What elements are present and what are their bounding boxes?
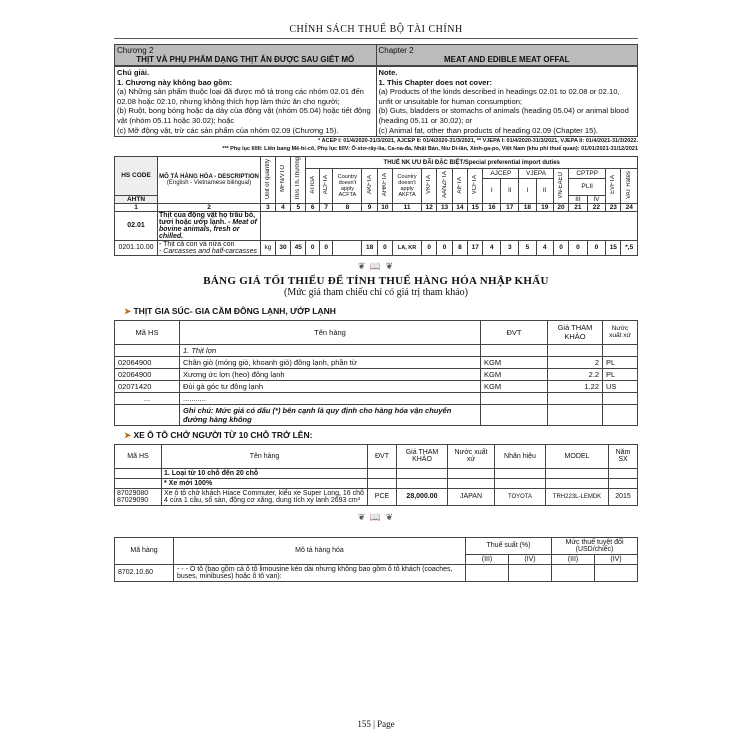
col-number: 11	[393, 203, 422, 211]
rate-col-iv: (IV)	[509, 554, 552, 564]
tariff-cell: LA, KR	[393, 240, 422, 255]
vjepa-ii-header: II	[542, 187, 547, 195]
note-line: (c) Animal fat, other than products of heading 02.09 (Chapter 15).	[378, 125, 599, 135]
item-desc-vi: - Thịt cả con và nửa con	[159, 240, 235, 248]
price-col-unit: ĐVT	[481, 320, 548, 344]
evfta-header: EVFTA	[610, 175, 617, 195]
tariff-cell: 4	[483, 240, 501, 255]
car-col-model: MODEL	[546, 444, 609, 468]
section-cars	[124, 430, 638, 441]
arrow-icon: ➤	[124, 429, 134, 440]
footnote-1: * ACEP I: 01/4/2020-31/3/2021, AJCEP II: 01/4/2020-31/3/2021, ** VJEPA I: 01/4/2020-31/3/2021, VJEPA II: 01/4/2021-31/3/2022.	[318, 138, 638, 145]
ornament-divider: ❦ 📖 ❦	[357, 511, 395, 522]
col-number: 20	[553, 203, 568, 211]
table-row	[115, 356, 638, 368]
tariff-row-heading	[115, 211, 638, 240]
aifta-header: AIFTA	[456, 176, 463, 194]
hs-code-cell: 02071420	[115, 380, 180, 392]
rate-col-desc: Mô tả hàng hóa	[174, 537, 466, 564]
price-cell: 1.22	[548, 380, 603, 392]
vi-notes	[115, 67, 377, 137]
description-subheader: (English - Vietnamese bilingual)	[166, 179, 252, 186]
tariff-rate-table	[114, 537, 638, 582]
rate-code-cell: 8702.10.60	[115, 564, 174, 581]
origin-cell: US	[603, 380, 638, 392]
tariff-cell: 0	[377, 240, 392, 255]
footnote-2: *** Phụ lục II/III: Liên bang Mê-hi-cô, Phụ lục II/IV: Ô-xtơ-rây-lia, Ca-na-đa, Nhật Bản, Niu Di-lân, Xinh-ga-po, Việt Nam (khu phi thuế quan): 01/01/2021-31/12/2021	[222, 146, 638, 153]
tariff-cell: 3	[501, 240, 519, 255]
car-origin-cell: JAPAN	[448, 488, 495, 505]
car-model-cell: TRH223L-LEMDK	[546, 488, 609, 505]
car-subgroup-label: * Xe mới 100%	[162, 478, 368, 488]
tariff-cell: 0	[553, 240, 568, 255]
heading-desc-vi: Thịt của động vật họ trâu bò, tươi hoặc ướp lạnh.	[159, 211, 256, 226]
cptpp-iv-header: IV	[593, 195, 600, 203]
col-number: 8	[333, 203, 362, 211]
car-col-unit: ĐVT	[368, 444, 397, 468]
note-line: 1. This Chapter does not cover:	[378, 77, 493, 87]
col-number: 23	[606, 203, 621, 211]
aanzfta-header: AANZFTA	[441, 171, 448, 199]
table-row	[115, 488, 638, 505]
vjepa-header: VJEPA	[526, 170, 547, 178]
hs-item-code: 0201.10.00	[115, 240, 158, 255]
vn-eaeu-header: VN-EAEU	[558, 171, 565, 199]
col-number: 19	[536, 203, 553, 211]
ellipsis-row	[115, 392, 638, 404]
heading-desc-en: - Meat of bovine animals, fresh or chilled.	[159, 218, 257, 240]
price-col-name: Tên hàng	[180, 320, 481, 344]
price-table-subtitle: (Mức giá tham chiếu chỉ có giá trị tham khảo)	[284, 286, 468, 298]
en-notes	[376, 67, 638, 137]
tariff-row-item	[115, 240, 638, 255]
abs-col-iv: (IV)	[595, 554, 638, 564]
cptpp-header: CPTPP	[576, 170, 598, 178]
col-number: 6	[306, 203, 319, 211]
col-number: 2	[158, 203, 261, 211]
ellipsis-cell: ...	[115, 392, 180, 404]
normal-rate-header: Th/s Th.Thường	[295, 157, 302, 201]
chapter-en-title: MEAT AND EDIBLE MEAT OFFAL	[443, 55, 570, 64]
col-number: 21	[569, 203, 587, 211]
car-price-table	[114, 444, 638, 506]
col-number: 5	[291, 203, 306, 211]
tariff-cell: 45	[291, 240, 306, 255]
rate-desc-cell: - - - Ô tô (bao gồm cả ô tô limousine kéo dài nhưng không bao gồm ô tô khách (coaches, buses, minibuses) hoặc ô tô van):	[174, 564, 466, 581]
note-line: (c) Mỡ động vật, trừ các sản phẩm của nhóm 02.09 (Chương 15).	[117, 125, 339, 135]
tariff-cell: *,5	[621, 240, 638, 255]
price-cell: 2	[548, 356, 603, 368]
hs-code-cell: 02064900	[115, 368, 180, 380]
note-line: (b) Ruột, bong bóng hoặc dạ dày của động vật (nhóm 05.04) hoặc tiết động vật (nhóm 05.11 hoặc 30.02); hoặc	[117, 106, 371, 125]
col-number: 4	[275, 203, 290, 211]
price-table	[114, 320, 638, 426]
tariff-cell: 0	[437, 240, 452, 255]
chapter-vi-title: THỊT VÀ PHỤ PHẨM DẠNG THỊT ĂN ĐƯỢC SAU GIẾT MỔ	[136, 55, 355, 64]
chapter-en-number: Chapter 2	[378, 46, 414, 55]
note-line: (a) Những sản phẩm thuộc loại đã được mô tả trong các nhóm 02.01 đến 02.08 hoặc 02.10, nhưng không thích hợp làm thức ăn cho người;	[117, 87, 364, 106]
unit-cell: KGM	[481, 356, 548, 368]
ornament-divider: ❦ 📖 ❦	[357, 260, 395, 271]
car-group-label: 1. Loại từ 10 chỗ đến 20 chỗ	[162, 468, 368, 478]
rate-col-code: Mã hàng	[115, 537, 174, 564]
col-number: 12	[422, 203, 437, 211]
col-number: 17	[501, 203, 519, 211]
hs-code-header: HS CODE	[121, 172, 151, 180]
chapter-table	[114, 44, 638, 66]
abs-col-iii: (III)	[552, 554, 595, 564]
mfn-header: MFN/VTO	[279, 165, 286, 193]
country-acfta-header: Country doesn't apply ACFTA	[337, 173, 358, 198]
ahtn-header: AHTN	[126, 195, 146, 203]
col-number: 10	[377, 203, 392, 211]
col-number: 24	[621, 203, 638, 211]
car-col-year: Năm SX	[609, 444, 638, 468]
origin-cell: PL	[603, 368, 638, 380]
tariff-table	[114, 156, 638, 256]
cptpp-iii-header: III	[575, 195, 581, 203]
plii-header: PLII	[581, 183, 593, 191]
page-number: 155 | Page	[357, 719, 395, 729]
car-unit-cell: PCE	[368, 488, 397, 505]
tariff-cell: 0	[422, 240, 437, 255]
notes-table	[114, 66, 638, 137]
section-livestock	[124, 306, 638, 317]
col-number: 13	[437, 203, 452, 211]
price-col-origin: Nước xuất xứ	[603, 320, 638, 344]
rate-col-iii: (III)	[466, 554, 509, 564]
col-number: 1	[115, 203, 158, 211]
note-line: 1. Chương này không bao gồm:	[117, 77, 233, 87]
rate-col-rate: Thuế suất (%)	[466, 537, 552, 554]
table-row	[115, 564, 638, 581]
ajcep-header: AJCEP	[490, 170, 512, 178]
tariff-cell: 0	[306, 240, 319, 255]
col-number: 15	[468, 203, 483, 211]
price-table-title: BẢNG GIÁ TỐI THIỂU ĐỂ TÍNH THUẾ HÀNG HÓA NHẬP KHẨU	[203, 274, 549, 287]
section-livestock-title: THỊT GIA SÚC- GIA CẦM ĐÔNG LẠNH, ƯỚP LẠNH	[133, 305, 336, 316]
product-name-cell: Chân giò (móng giò, khoanh giò) đông lạnh, phần từ	[180, 356, 481, 368]
acfta-header: ACFTA	[323, 175, 330, 195]
country-akfta-header: Country doesn't apply AKFTA	[397, 173, 417, 198]
tariff-cell: 0	[587, 240, 605, 255]
car-col-origin: Nước xuất xứ	[448, 444, 495, 468]
akfta-header: AKFTA	[366, 175, 373, 195]
price-col-price: Giá THAM KHẢO	[548, 320, 603, 344]
hs-code-cell: 02064900	[115, 356, 180, 368]
hs-heading-code: 02.01	[115, 211, 158, 240]
tariff-cell: 0	[569, 240, 587, 255]
car-price-cell: 28,000.00	[397, 488, 448, 505]
car-col-code: Mã HS	[115, 444, 162, 468]
car-name-cell: Xe ô tô chở khách Hiace Commuter, kiểu xe Super Long, 16 chỗ 4 cửa 1 cầu, số sàn, động cơ xăng, dung tích xy lanh 2693 cm³	[162, 488, 368, 505]
running-header: CHÍNH SÁCH THUẾ BỘ TÀI CHÍNH	[114, 24, 638, 39]
ahkfta-header: AHKFTA	[381, 173, 388, 197]
tariff-cell: 18	[362, 240, 377, 255]
table-row	[115, 380, 638, 392]
unit-cell: KGM	[481, 380, 548, 392]
rate-col-absolute: Mức thuế tuyệt đối (USD/chiếc)	[552, 537, 638, 554]
unit-cell: KGM	[481, 368, 548, 380]
car-year-cell: 2015	[609, 488, 638, 505]
vkfta-header: VKFTA	[426, 175, 433, 195]
tariff-cell: 30	[275, 240, 290, 255]
ajcep-ii-header: II	[507, 187, 512, 195]
tariff-cell: 8	[452, 240, 467, 255]
col-number: 18	[519, 203, 536, 211]
car-brand-cell: TOYOTA	[495, 488, 546, 505]
car-hs-code: 87029080	[117, 489, 149, 497]
document-page	[114, 0, 638, 750]
table-row	[115, 368, 638, 380]
note-row	[115, 404, 638, 425]
col-number: 16	[483, 203, 501, 211]
col-number: 9	[362, 203, 377, 211]
car-col-name: Tên hàng	[162, 444, 368, 468]
description-header: MÔ TẢ HÀNG HÓA - DESCRIPTION	[159, 173, 259, 180]
column-number-row	[115, 203, 638, 211]
col-number: 14	[452, 203, 467, 211]
car-hs-code: 87029090	[117, 496, 149, 504]
tariff-cell: 5	[519, 240, 536, 255]
note-heading: Chú giải.	[117, 68, 150, 77]
price-note: Ghi chú: Mức giá có dấu (*) bên cạnh là quy định cho hàng hóa vận chuyển đường hàng không	[180, 404, 481, 425]
vat-header: VAT Rates	[626, 170, 633, 199]
price-group-row	[115, 344, 638, 356]
atiga-header: ATIGA	[309, 176, 316, 194]
unit-header: Unit of quantity	[264, 158, 271, 199]
note-line: (b) Guts, bladders or stomachs of animals (heading 05.04) or animal blood (heading 05.11 or 30.02); or	[378, 106, 629, 125]
ajcep-i-header: I	[490, 187, 493, 195]
ellipsis-cell: ...........	[180, 392, 481, 404]
tariff-cell: 4	[536, 240, 553, 255]
origin-cell: PL	[603, 356, 638, 368]
vjepa-i-header: I	[526, 187, 529, 195]
tariff-cell: 17	[468, 240, 483, 255]
vcfta-header: VCFTA	[472, 175, 479, 195]
tariff-cell: 15	[606, 240, 621, 255]
price-col-code: Mã HS	[115, 320, 180, 344]
col-number: 7	[319, 203, 332, 211]
arrow-icon: ➤	[124, 305, 134, 316]
tariff-cell	[333, 240, 362, 255]
note-heading: Note.	[378, 68, 398, 77]
section-cars-title: XE Ô TÔ CHỞ NGƯỜI TỪ 10 CHỖ TRỞ LÊN:	[133, 429, 313, 440]
special-duties-header: THUẾ NK ƯU ĐÃI ĐẶC BIỆT/Special preferential import duties	[383, 159, 560, 166]
note-line: (a) Products of the kinds described in headings 02.01 to 02.08 or 02.10, unfit or unsuitable for human consumption;	[378, 87, 620, 106]
product-name-cell: Đùi gà góc tư đông lạnh	[180, 380, 481, 392]
col-number: 22	[587, 203, 605, 211]
item-desc-en: - Carcasses and half-carcasses	[159, 247, 258, 255]
col-number: 3	[261, 203, 276, 211]
price-cell: 2.2	[548, 368, 603, 380]
tariff-cell: kg	[261, 240, 276, 255]
car-col-price: Giá THAM KHẢO	[397, 444, 448, 468]
chapter-vi-number: Chương 2	[117, 46, 154, 55]
price-group-label: 1. Thịt lợn	[180, 344, 481, 356]
tariff-cell: 0	[319, 240, 332, 255]
product-name-cell: Xương ức lợn (heo) đông lạnh	[180, 368, 481, 380]
car-col-brand: Nhãn hiệu	[495, 444, 546, 468]
